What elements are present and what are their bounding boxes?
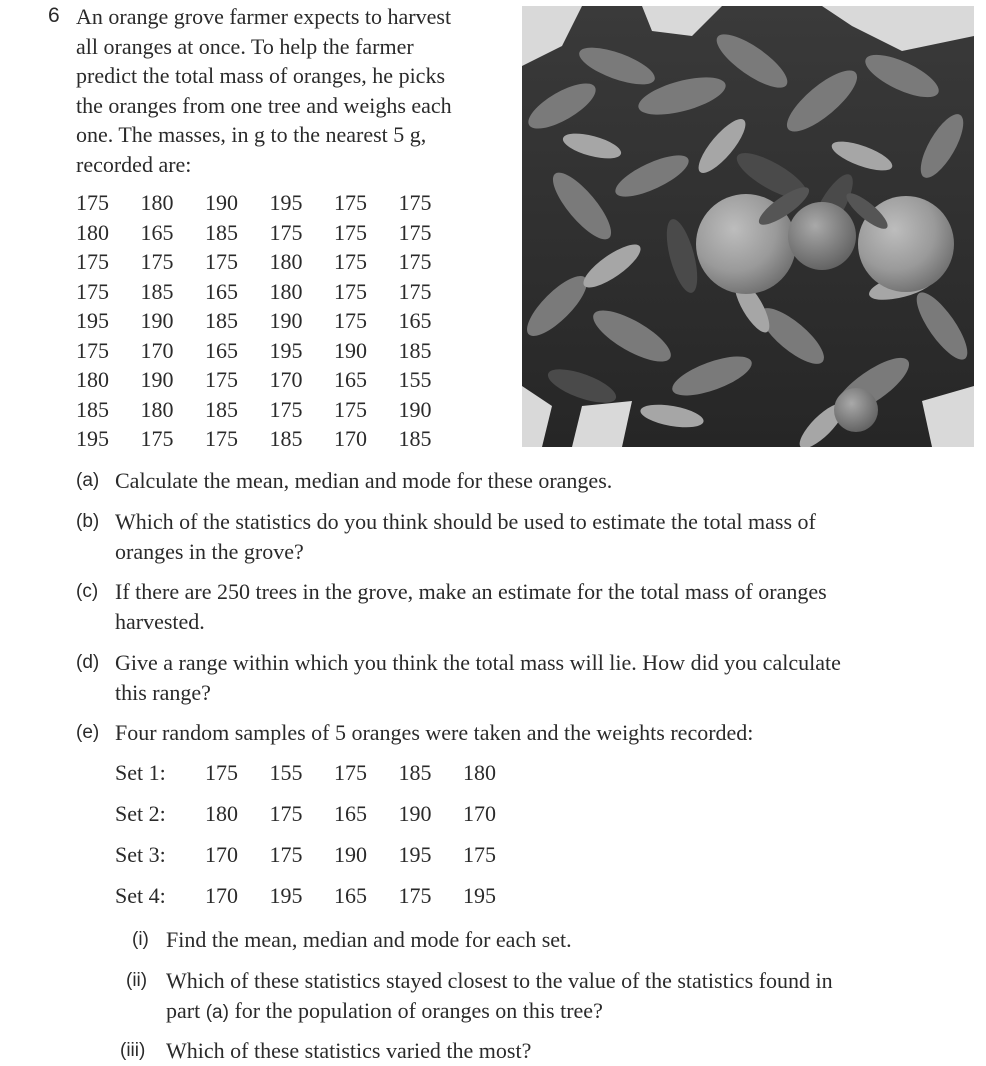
mass-cell: 175 xyxy=(76,337,109,363)
orange-tree-photo xyxy=(522,6,974,447)
mass-cell: 175 xyxy=(334,396,367,422)
part-label: (d) xyxy=(76,652,100,673)
table-row xyxy=(115,799,528,840)
intro-line: An orange grove farmer expects to harvest xyxy=(76,4,452,29)
mass-cell: 190 xyxy=(398,396,432,422)
set-label: Set 4: xyxy=(115,883,166,908)
part-label: (b) xyxy=(76,511,100,532)
mass-cell: 175 xyxy=(76,190,109,215)
table-row xyxy=(76,218,463,248)
part-b xyxy=(76,507,956,566)
mass-cell: 165 xyxy=(205,337,238,363)
table-row xyxy=(115,840,528,881)
table-row xyxy=(115,758,528,799)
table-row xyxy=(76,247,463,277)
set-value: 175 xyxy=(334,760,367,785)
mass-cell: 175 xyxy=(334,278,367,304)
set-value: 165 xyxy=(334,883,367,908)
mass-cell: 175 xyxy=(205,426,238,451)
mass-cell: 175 xyxy=(205,249,238,274)
set-label: Set 2: xyxy=(115,801,166,826)
subpart-label: (iii) xyxy=(120,1040,146,1061)
subpart-text: for the population of oranges on this tree? xyxy=(228,997,603,1023)
set-value: 195 xyxy=(398,842,432,867)
mass-cell: 180 xyxy=(269,278,303,304)
intro-line: one. The masses, in g to the nearest 5 g, xyxy=(76,122,427,147)
orange-fruit xyxy=(788,202,856,270)
mass-cell: 175 xyxy=(76,249,109,274)
mass-cell: 185 xyxy=(76,396,109,422)
mass-cell: 190 xyxy=(334,337,367,363)
mass-cell: 190 xyxy=(140,367,174,392)
mass-cell: 180 xyxy=(140,190,174,215)
subpart-iii xyxy=(120,1036,960,1066)
mass-cell: 175 xyxy=(398,249,432,274)
mass-cell: 175 xyxy=(205,367,238,392)
set-label: Set 1: xyxy=(115,760,166,785)
part-label: (e) xyxy=(76,722,100,743)
set-value: 185 xyxy=(398,760,432,785)
mass-cell: 180 xyxy=(140,396,174,422)
subpart-text: Which of these statistics stayed closest to the value of the statistics found in xyxy=(166,968,833,993)
mass-cell: 175 xyxy=(76,278,109,304)
mass-cell: 170 xyxy=(334,426,367,451)
mass-cell: 195 xyxy=(269,190,303,215)
mass-cell: 190 xyxy=(140,308,174,333)
part-text: oranges in the grove? xyxy=(115,538,304,564)
mass-cell: 165 xyxy=(334,367,367,392)
orange-fruit xyxy=(834,388,878,432)
masses-table xyxy=(76,188,463,454)
set-value: 180 xyxy=(205,801,238,826)
part-c xyxy=(76,577,956,636)
set-value: 170 xyxy=(463,801,496,826)
mass-cell: 175 xyxy=(334,249,367,274)
table-row xyxy=(76,424,463,454)
part-text: Calculate the mean, median and mode for these oranges. xyxy=(115,468,613,493)
part-d xyxy=(76,648,956,707)
question-intro xyxy=(76,2,516,179)
mass-cell: 185 xyxy=(140,278,174,304)
set-value: 155 xyxy=(269,760,303,785)
mass-cell: 195 xyxy=(76,426,109,451)
table-row xyxy=(76,188,463,218)
intro-line: the oranges from one tree and weighs each xyxy=(76,92,452,118)
mass-cell: 175 xyxy=(140,426,174,451)
set-value: 175 xyxy=(205,760,238,785)
mass-cell: 165 xyxy=(205,278,238,304)
set-value: 190 xyxy=(334,842,367,867)
table-row xyxy=(76,395,463,425)
mass-cell: 185 xyxy=(398,426,432,451)
set-value: 190 xyxy=(398,801,432,826)
mass-cell: 180 xyxy=(269,249,303,274)
table-row xyxy=(76,336,463,366)
table-row xyxy=(115,881,528,922)
subpart-label: (i) xyxy=(132,929,149,950)
part-text: Give a range within which you think the total mass will lie. How did you calculate xyxy=(115,650,841,675)
mass-cell: 180 xyxy=(76,367,109,392)
part-reference: (a) xyxy=(205,1001,229,1023)
part-a xyxy=(76,466,956,496)
subpart-text: Find the mean, median and mode for each set. xyxy=(166,927,572,952)
part-text: this range? xyxy=(115,679,211,705)
mass-cell: 185 xyxy=(205,396,238,422)
part-label: (c) xyxy=(76,581,99,602)
mass-cell: 180 xyxy=(76,219,109,245)
part-label: (a) xyxy=(76,470,100,491)
subpart-i xyxy=(120,925,960,955)
mass-cell: 165 xyxy=(140,219,174,245)
mass-cell: 175 xyxy=(269,396,303,422)
mass-cell: 185 xyxy=(205,219,238,245)
mass-cell: 195 xyxy=(76,308,109,333)
mass-cell: 195 xyxy=(269,337,303,363)
subpart-ii xyxy=(120,966,960,1027)
mass-cell: 175 xyxy=(334,219,367,245)
mass-cell: 170 xyxy=(269,367,303,392)
part-text: harvested. xyxy=(115,608,205,634)
mass-cell: 165 xyxy=(398,308,432,333)
set-value: 175 xyxy=(269,801,303,826)
set-value: 170 xyxy=(205,842,238,867)
mass-cell: 175 xyxy=(269,219,303,245)
intro-line: all oranges at once. To help the farmer xyxy=(76,33,414,59)
subpart-text: Which of these statistics varied the most? xyxy=(166,1038,532,1063)
mass-cell: 175 xyxy=(140,249,174,274)
question-number: 6 xyxy=(48,4,60,27)
table-row xyxy=(76,306,463,336)
set-value: 165 xyxy=(334,801,367,826)
set-label: Set 3: xyxy=(115,842,166,867)
mass-cell: 175 xyxy=(334,308,367,333)
subpart-text-line2 xyxy=(166,996,960,1028)
mass-cell: 175 xyxy=(398,278,432,304)
mass-cell: 170 xyxy=(140,337,174,363)
intro-line: recorded are: xyxy=(76,151,192,177)
part-e xyxy=(76,718,956,748)
mass-cell: 190 xyxy=(205,190,238,215)
set-value: 180 xyxy=(463,760,496,785)
part-text: Four random samples of 5 oranges were taken and the weights recorded: xyxy=(115,720,754,745)
subpart-label: (ii) xyxy=(126,970,148,991)
set-value: 195 xyxy=(463,883,496,908)
mass-cell: 175 xyxy=(398,219,432,245)
mass-cell: 175 xyxy=(334,190,367,215)
table-row xyxy=(76,277,463,307)
set-value: 195 xyxy=(269,883,303,908)
set-value: 175 xyxy=(463,842,496,867)
table-row xyxy=(76,365,463,395)
mass-cell: 185 xyxy=(205,308,238,333)
set-value: 175 xyxy=(269,842,303,867)
mass-cell: 185 xyxy=(398,337,432,363)
subpart-text: part xyxy=(166,997,206,1023)
mass-cell: 190 xyxy=(269,308,303,333)
set-value: 170 xyxy=(205,883,238,908)
part-text: Which of the statistics do you think should be used to estimate the total mass of xyxy=(115,509,816,534)
set-value: 175 xyxy=(398,883,432,908)
mass-cell: 175 xyxy=(398,190,432,215)
part-text: If there are 250 trees in the grove, make an estimate for the total mass of oranges xyxy=(115,579,827,604)
mass-cell: 155 xyxy=(398,367,432,392)
sets-table xyxy=(115,758,528,922)
mass-cell: 185 xyxy=(269,426,303,451)
intro-line: predict the total mass of oranges, he picks xyxy=(76,63,446,88)
